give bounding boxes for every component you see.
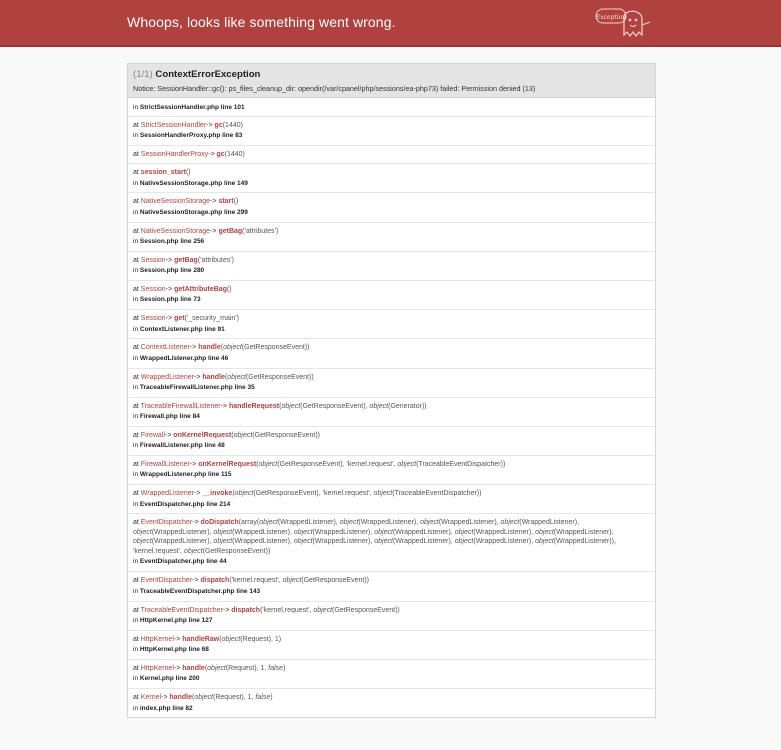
trace-at: at — [133, 122, 139, 129]
trace-call — [133, 285, 650, 294]
trace-item — [128, 338, 655, 367]
trace-function: start — [218, 198, 234, 206]
trace-in: in — [133, 179, 139, 187]
trace-operator: -> — [192, 519, 199, 527]
trace-call — [133, 343, 650, 352]
trace-function: doDispatch — [200, 519, 239, 527]
trace-item — [128, 513, 655, 571]
trace-location — [133, 208, 650, 217]
trace-file: SessionHandlerProxy.php line 83 — [139, 132, 243, 140]
trace-class[interactable]: TraceableEventDispatcher — [140, 606, 223, 614]
trace-in: in — [133, 383, 139, 391]
trace-function: gc — [214, 122, 223, 129]
trace-args: () — [233, 198, 239, 206]
trace-location — [133, 295, 650, 304]
trace-item — [128, 484, 655, 513]
trace-at: at — [133, 315, 139, 323]
trace-file: HttpKernel.php line 127 — [139, 617, 213, 625]
trace-at: at — [133, 285, 139, 293]
trace-operator: -> — [165, 256, 173, 264]
trace-class[interactable]: NativeSessionStorage — [140, 198, 211, 206]
trace-call — [133, 664, 650, 673]
trace-location — [133, 383, 650, 392]
trace-args: ('attributes') — [197, 256, 234, 264]
trace-function: getAttributeBag — [174, 285, 227, 293]
trace-function: handle — [202, 373, 225, 381]
trace-file: Kernel.php line 200 — [139, 675, 200, 683]
trace-call — [133, 693, 650, 702]
trace-operator: -> — [164, 431, 172, 439]
trace-item — [128, 630, 655, 659]
trace-item — [128, 571, 655, 600]
trace-function: gc — [216, 151, 225, 159]
trace-location — [133, 266, 650, 275]
trace-location — [133, 354, 650, 363]
exception-count: (1/1) — [133, 69, 153, 80]
trace-call — [133, 314, 650, 323]
trace-location — [133, 412, 650, 421]
trace-in: in — [133, 617, 139, 625]
trace-args: (array(object(WrappedListener), object(WrappedListener), object(WrappedListener), object(WrappedListener), object(WrappedListener), object(WrappedListener), object(WrappedListener), object(WrappedListener), object(WrappedListener), object(WrappedListener), object(WrappedListener), object(WrappedListener), object(WrappedListener), object(WrappedListener), object(WrappedListener), object(WrappedListener)), 'kernel.request', object(GetResponseEvent)) — [133, 519, 616, 555]
trace-file: WrappedListener.php line 46 — [139, 354, 229, 362]
trace-function: get — [174, 315, 185, 323]
trace-item — [128, 601, 655, 630]
trace-file: EventDispatcher.php line 44 — [139, 558, 227, 566]
trace-function: getBag — [218, 227, 243, 235]
trace-args: (object(Request), 1) — [219, 635, 282, 643]
trace-call — [133, 197, 650, 206]
trace-function: getBag — [174, 256, 198, 264]
trace-function: onKernelRequest — [198, 461, 257, 469]
trace-at: at — [133, 606, 139, 614]
trace-class[interactable]: SessionHandlerProxy — [140, 151, 209, 159]
trace-in: in — [133, 325, 139, 333]
trace-call — [133, 402, 650, 411]
trace-file: Firewall.php line 84 — [139, 413, 200, 421]
trace-location — [133, 704, 650, 713]
trace-location — [133, 325, 650, 334]
trace-item — [128, 192, 655, 221]
trace-location — [133, 587, 650, 596]
trace-operator: -> — [189, 461, 197, 469]
trace-function: dispatch — [231, 606, 261, 614]
trace-at: at — [133, 635, 139, 643]
trace-function: __invoke — [202, 490, 233, 498]
trace-in: in — [133, 208, 139, 216]
trace-at: at — [133, 198, 139, 206]
trace-file: TraceableFirewallListener.php line 35 — [139, 383, 255, 391]
trace-args: (object(GetResponseEvent), 'kernel.request', object(TraceableEventDispatcher)) — [232, 490, 482, 498]
trace-at: at — [133, 151, 139, 159]
trace-location — [133, 645, 650, 654]
trace-in: in — [133, 704, 139, 712]
trace-class[interactable]: HttpKernel — [140, 665, 174, 672]
trace-at: at — [133, 431, 139, 439]
trace-class[interactable]: TraceableFirewallListener — [140, 402, 221, 410]
trace-class[interactable]: FirewallListener — [140, 461, 190, 469]
trace-operator: -> — [206, 122, 213, 129]
trace-location — [133, 179, 650, 188]
trace-at: at — [133, 169, 139, 177]
trace-item — [128, 368, 655, 397]
exception-panel — [127, 63, 656, 718]
trace-at: at — [133, 373, 139, 381]
trace-class[interactable]: HttpKernel — [140, 635, 174, 643]
trace-args: (object(GetResponseEvent)) — [224, 373, 314, 381]
trace-location — [133, 500, 650, 509]
trace-call — [133, 518, 650, 556]
trace-operator: -> — [173, 665, 181, 672]
trace-file: WrappedListener.php line 115 — [139, 471, 232, 479]
trace-call — [133, 489, 650, 498]
trace-location — [133, 674, 650, 683]
trace-args: ('kernel.request', object(GetResponseEvent)) — [260, 606, 400, 614]
trace-operator: -> — [222, 606, 230, 614]
trace-function: handle — [182, 665, 205, 672]
trace-file: TraceableEventDispatcher.php line 143 — [139, 587, 261, 595]
trace-class[interactable]: NativeSessionStorage — [140, 227, 211, 235]
trace-file: Session.php line 280 — [139, 267, 205, 275]
trace-at: at — [133, 344, 139, 352]
trace-args: (object(GetResponseEvent)) — [231, 431, 320, 439]
trace-call — [133, 150, 650, 159]
trace-operator: -> — [165, 315, 173, 323]
ghost-icon — [594, 5, 656, 45]
trace-function: handle — [198, 344, 221, 352]
trace-at: at — [133, 227, 139, 235]
trace-file: NativeSessionStorage.php line 149 — [139, 179, 248, 187]
trace-class[interactable]: Session — [140, 256, 166, 264]
trace-in: in — [133, 675, 139, 683]
trace-call — [133, 256, 650, 265]
trace-args: (object(GetResponseEvent), 'kernel.request', object(TraceableEventDispatcher)) — [256, 461, 506, 469]
trace-args: (object(GetResponseEvent), object(Generator)) — [279, 402, 427, 410]
trace-operator: -> — [210, 227, 217, 235]
trace-location — [133, 131, 650, 140]
trace-args: ('kernel.request', object(GetResponseEvent)) — [229, 577, 369, 585]
trace-item — [128, 688, 655, 717]
trace-call — [133, 227, 650, 236]
trace-file: index.php line 82 — [139, 704, 193, 712]
trace-operator: -> — [173, 635, 181, 643]
trace-file: HttpKernel.php line 68 — [139, 646, 209, 654]
trace-location — [133, 470, 650, 479]
trace-args: () — [226, 285, 232, 293]
trace-location — [133, 616, 650, 625]
trace-function: session_start — [140, 169, 186, 177]
trace-in: in — [133, 132, 139, 140]
trace-in: in — [133, 237, 139, 245]
trace-in: in — [133, 442, 139, 450]
trace-location — [133, 237, 650, 246]
trace-args: (object(Request), 1, false) — [191, 694, 273, 702]
trace-file: FirewallListener.php line 48 — [139, 442, 225, 450]
trace-item — [128, 145, 655, 163]
trace-call — [133, 431, 650, 440]
trace-class[interactable]: Session — [140, 315, 166, 323]
ghost-label: Exception — [595, 14, 627, 21]
trace-at: at — [133, 490, 139, 498]
trace-function: dispatch — [200, 577, 230, 585]
trace-at: at — [133, 402, 139, 410]
trace-operator: -> — [210, 198, 217, 206]
trace-class[interactable]: Kernel — [140, 694, 162, 702]
trace-file: StrictSessionHandler.php line 101 — [139, 104, 245, 111]
trace-args: (object(Request), 1, false) — [204, 665, 286, 672]
trace-args: () — [185, 169, 191, 177]
trace-item — [128, 397, 655, 426]
trace-class[interactable]: WrappedListener — [140, 373, 194, 381]
trace-location — [133, 441, 650, 450]
trace-call — [133, 121, 650, 130]
trace-item — [128, 455, 655, 484]
trace-class[interactable]: WrappedListener — [140, 490, 194, 498]
trace-operator: -> — [208, 151, 215, 159]
trace-item — [128, 309, 655, 338]
trace-in: in — [133, 354, 139, 362]
trace-in: in — [133, 587, 139, 595]
trace-args: ('_security_main') — [184, 315, 239, 323]
trace-args: ('attributes') — [242, 227, 279, 235]
trace-class[interactable]: Firewall — [140, 431, 165, 439]
trace-in: in — [133, 500, 139, 508]
trace-function: onKernelRequest — [173, 431, 232, 439]
trace-at: at — [133, 256, 139, 264]
trace-function: handle — [169, 694, 192, 702]
trace-at: at — [133, 694, 139, 702]
trace-item — [128, 659, 655, 688]
trace-file: ContextListener.php line 91 — [139, 325, 225, 333]
trace-class[interactable]: EventDispatcher — [140, 577, 193, 585]
trace-call — [133, 606, 650, 615]
trace-operator: -> — [161, 694, 168, 702]
trace-operator: -> — [220, 402, 227, 410]
trace-operator: -> — [165, 285, 173, 293]
trace-class[interactable]: ContextListener — [140, 344, 190, 352]
trace-class[interactable]: StrictSessionHandler — [140, 122, 207, 129]
trace-file: NativeSessionStorage.php line 299 — [139, 208, 248, 216]
trace-function: handleRequest — [228, 402, 280, 410]
trace-item — [128, 251, 655, 280]
trace-item — [128, 222, 655, 251]
trace-at: at — [133, 665, 139, 672]
trace-at: at — [133, 519, 139, 527]
trace-in: in — [133, 471, 139, 479]
trace-operator: -> — [193, 490, 201, 498]
trace-item — [128, 426, 655, 455]
trace-item — [128, 116, 655, 145]
trace-in: in — [133, 646, 139, 654]
trace-call — [133, 460, 650, 469]
trace-file: Session.php line 256 — [139, 237, 205, 245]
trace-call — [133, 373, 650, 382]
trace-in: in — [133, 104, 139, 111]
trace-item — [128, 280, 655, 309]
trace-operator: -> — [193, 373, 201, 381]
error-header — [0, 0, 781, 47]
trace-location — [133, 557, 650, 566]
trace-function: handleRaw — [182, 635, 220, 643]
trace-file: Session.php line 73 — [139, 296, 201, 304]
trace-location — [133, 103, 650, 112]
trace-item — [128, 163, 655, 192]
trace-in: in — [133, 267, 139, 275]
trace-item — [128, 98, 655, 116]
exception-message: Notice: SessionHandler::gc(): ps_files_cleanup_dir: opendir(/var/cpanel/php/sessions/ea-php73) failed: Permission denied (13) — [133, 84, 536, 93]
trace-args: (object(GetResponseEvent)) — [220, 344, 310, 352]
trace-operator: -> — [189, 344, 197, 352]
trace-call — [133, 168, 650, 177]
exception-header — [128, 64, 655, 98]
trace-call — [133, 635, 650, 644]
trace-class[interactable]: Session — [140, 285, 166, 293]
trace-in: in — [133, 558, 139, 566]
trace-call — [133, 576, 650, 585]
trace-at: at — [133, 577, 139, 585]
trace-file: EventDispatcher.php line 214 — [139, 500, 231, 508]
trace-args: (1440) — [222, 122, 243, 129]
trace-args: (1440) — [224, 151, 245, 159]
page-title: Whoops, looks like something went wrong. — [127, 14, 396, 30]
trace-in: in — [133, 296, 139, 304]
trace-at: at — [133, 461, 139, 469]
trace-in: in — [133, 413, 139, 421]
trace-class[interactable]: EventDispatcher — [140, 519, 193, 527]
stack-trace — [128, 98, 655, 717]
exception-name: ContextErrorException — [155, 69, 261, 80]
trace-operator: -> — [192, 577, 199, 585]
